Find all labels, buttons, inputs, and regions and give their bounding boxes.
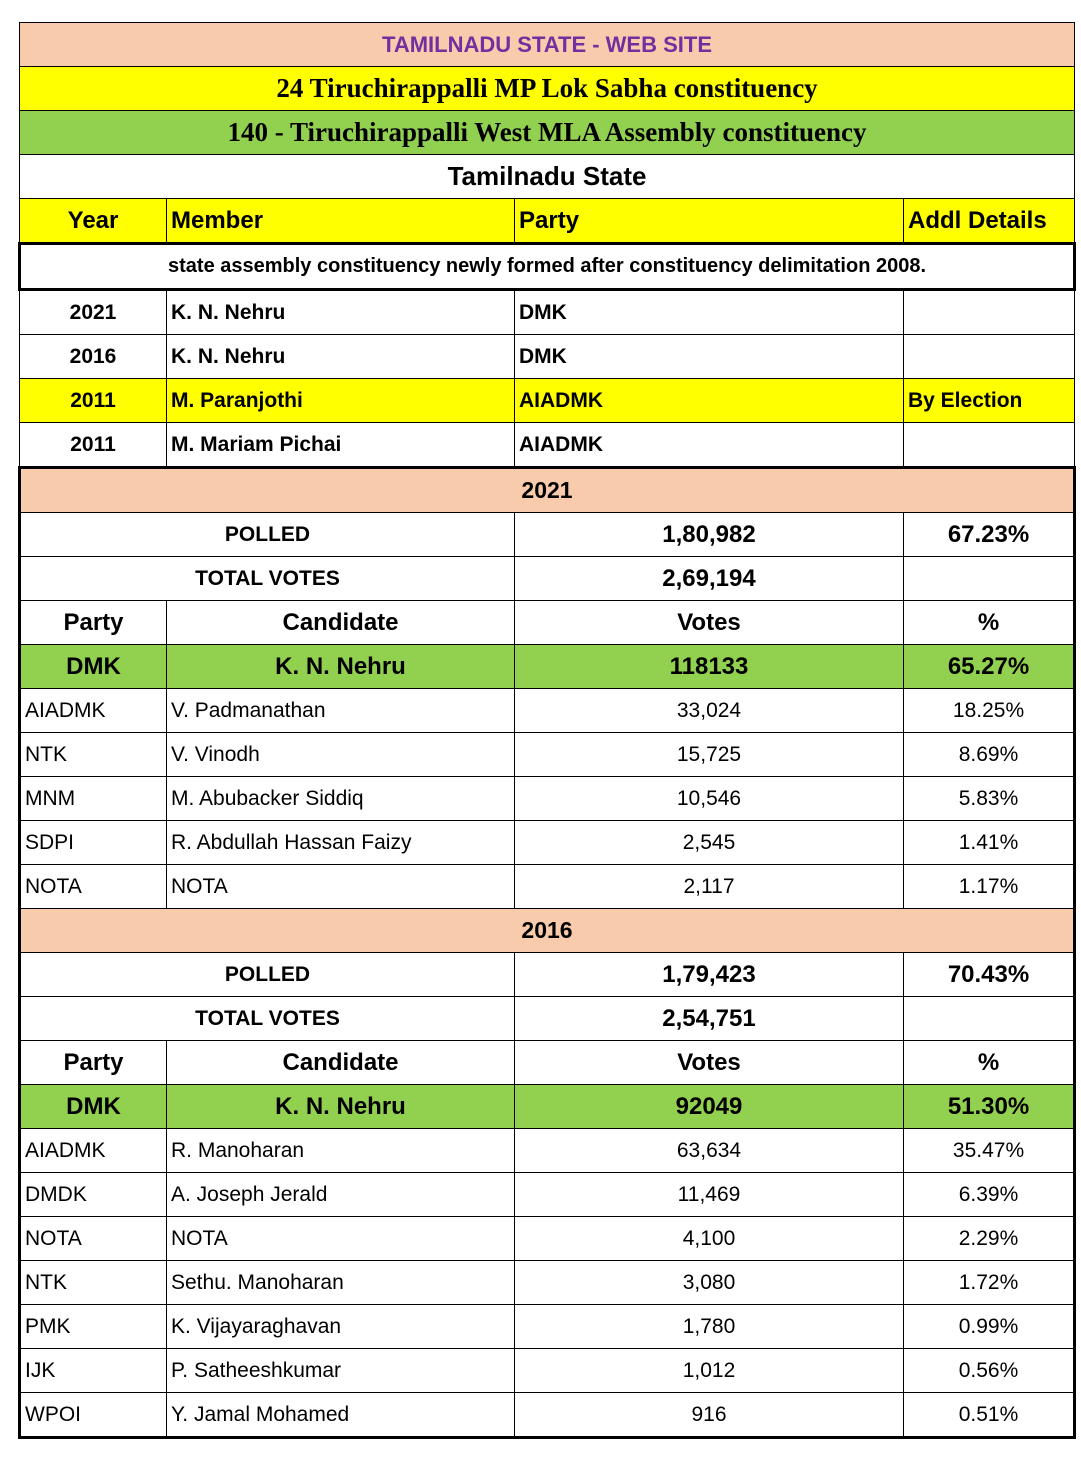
member-year: 2011 (20, 423, 167, 468)
winner-percent: 65.27% (904, 645, 1075, 689)
election-year-row (20, 468, 1075, 513)
state-title: Tamilnadu State (20, 155, 1075, 199)
result-candidate: A. Joseph Jerald (167, 1173, 515, 1217)
member-details (904, 290, 1075, 335)
result-party: DMDK (20, 1173, 167, 1217)
result-candidate: R. Manoharan (167, 1129, 515, 1173)
winner-party: DMK (20, 1085, 167, 1129)
column-header-votes: Votes (515, 1041, 904, 1085)
column-header-percent: % (904, 1041, 1075, 1085)
column-header-votes: Votes (515, 601, 904, 645)
result-party: WPOI (20, 1393, 167, 1438)
result-percent: 0.51% (904, 1393, 1075, 1438)
result-candidate: V. Padmanathan (167, 689, 515, 733)
member-year: 2011 (20, 379, 167, 423)
result-party: MNM (20, 777, 167, 821)
assembly-title: 140 - Tiruchirappalli West MLA Assembly constituency (20, 111, 1075, 155)
result-votes: 2,117 (515, 865, 904, 909)
result-votes: 63,634 (515, 1129, 904, 1173)
total-votes-blank (904, 557, 1075, 601)
member-party: DMK (515, 290, 904, 335)
result-candidate: Y. Jamal Mohamed (167, 1393, 515, 1438)
column-header-percent: % (904, 601, 1075, 645)
state-row (20, 155, 1075, 199)
result-row (20, 821, 1075, 865)
member-name: M. Paranjothi (167, 379, 515, 423)
polled-percent: 67.23% (904, 513, 1075, 557)
result-votes: 2,545 (515, 821, 904, 865)
total-votes: 2,69,194 (515, 557, 904, 601)
result-candidate: K. Vijayaraghavan (167, 1305, 515, 1349)
polled-row (20, 953, 1075, 997)
result-party: AIADMK (20, 689, 167, 733)
result-party: NOTA (20, 865, 167, 909)
member-row (20, 335, 1075, 379)
result-percent: 35.47% (904, 1129, 1075, 1173)
site-title: TAMILNADU STATE - WEB SITE (20, 23, 1075, 67)
member-name: K. N. Nehru (167, 290, 515, 335)
result-row (20, 689, 1075, 733)
total-votes-label: TOTAL VOTES (20, 997, 515, 1041)
result-percent: 18.25% (904, 689, 1075, 733)
winner-votes: 92049 (515, 1085, 904, 1129)
polled-votes: 1,79,423 (515, 953, 904, 997)
winner-percent: 51.30% (904, 1085, 1075, 1129)
delimitation-note: state assembly constituency newly formed after constituency delimitation 2008. (20, 244, 1075, 290)
winner-votes: 118133 (515, 645, 904, 689)
result-row (20, 777, 1075, 821)
results-header-row (20, 1041, 1075, 1085)
total-votes-row (20, 557, 1075, 601)
member-row (20, 290, 1075, 335)
member-party: AIADMK (515, 423, 904, 468)
result-percent: 1.41% (904, 821, 1075, 865)
result-row (20, 1261, 1075, 1305)
result-percent: 1.17% (904, 865, 1075, 909)
lok-sabha-title: 24 Tiruchirappalli MP Lok Sabha constituency (20, 67, 1075, 111)
polled-row (20, 513, 1075, 557)
result-votes: 15,725 (515, 733, 904, 777)
results-table (18, 22, 1076, 1439)
member-row (20, 379, 1075, 423)
delimitation-note-row (20, 244, 1075, 290)
result-votes: 1,780 (515, 1305, 904, 1349)
lok-sabha-row (20, 67, 1075, 111)
result-candidate: NOTA (167, 865, 515, 909)
winner-party: DMK (20, 645, 167, 689)
member-details (904, 335, 1075, 379)
result-party: SDPI (20, 821, 167, 865)
polled-label: POLLED (20, 953, 515, 997)
result-candidate: P. Satheeshkumar (167, 1349, 515, 1393)
result-percent: 0.56% (904, 1349, 1075, 1393)
total-votes-blank (904, 997, 1075, 1041)
result-votes: 4,100 (515, 1217, 904, 1261)
site-title-row (20, 23, 1075, 67)
member-name: K. N. Nehru (167, 335, 515, 379)
election-year: 2021 (20, 468, 1075, 513)
result-percent: 5.83% (904, 777, 1075, 821)
result-party: NTK (20, 1261, 167, 1305)
members-header-row (20, 199, 1075, 244)
result-party: IJK (20, 1349, 167, 1393)
member-year: 2016 (20, 335, 167, 379)
result-votes: 33,024 (515, 689, 904, 733)
column-header-party: Party (515, 199, 904, 244)
member-name: M. Mariam Pichai (167, 423, 515, 468)
result-candidate: NOTA (167, 1217, 515, 1261)
total-votes-label: TOTAL VOTES (20, 557, 515, 601)
polled-votes: 1,80,982 (515, 513, 904, 557)
result-row (20, 733, 1075, 777)
winner-candidate: K. N. Nehru (167, 1085, 515, 1129)
column-header-member: Member (167, 199, 515, 244)
election-year-row (20, 909, 1075, 953)
election-year: 2016 (20, 909, 1075, 953)
result-votes: 916 (515, 1393, 904, 1438)
result-candidate: M. Abubacker Siddiq (167, 777, 515, 821)
winner-row (20, 1085, 1075, 1129)
column-header-party: Party (20, 1041, 167, 1085)
polled-percent: 70.43% (904, 953, 1075, 997)
result-percent: 1.72% (904, 1261, 1075, 1305)
member-details: By Election (904, 379, 1075, 423)
result-party: NTK (20, 733, 167, 777)
winner-row (20, 645, 1075, 689)
column-header-addl-details: Addl Details (904, 199, 1075, 244)
total-votes: 2,54,751 (515, 997, 904, 1041)
result-row (20, 1129, 1075, 1173)
member-party: AIADMK (515, 379, 904, 423)
result-row (20, 1173, 1075, 1217)
result-candidate: R. Abdullah Hassan Faizy (167, 821, 515, 865)
result-percent: 2.29% (904, 1217, 1075, 1261)
assembly-row (20, 111, 1075, 155)
result-row (20, 1217, 1075, 1261)
result-party: NOTA (20, 1217, 167, 1261)
column-header-year: Year (20, 199, 167, 244)
winner-candidate: K. N. Nehru (167, 645, 515, 689)
result-votes: 10,546 (515, 777, 904, 821)
result-row (20, 1393, 1075, 1438)
result-percent: 8.69% (904, 733, 1075, 777)
result-party: AIADMK (20, 1129, 167, 1173)
result-percent: 0.99% (904, 1305, 1075, 1349)
result-party: PMK (20, 1305, 167, 1349)
total-votes-row (20, 997, 1075, 1041)
result-votes: 11,469 (515, 1173, 904, 1217)
constituency-sheet (18, 22, 1073, 1439)
result-candidate: V. Vinodh (167, 733, 515, 777)
result-row (20, 1349, 1075, 1393)
member-year: 2021 (20, 290, 167, 335)
column-header-party: Party (20, 601, 167, 645)
member-row (20, 423, 1075, 468)
column-header-candidate: Candidate (167, 601, 515, 645)
member-details (904, 423, 1075, 468)
polled-label: POLLED (20, 513, 515, 557)
results-header-row (20, 601, 1075, 645)
column-header-candidate: Candidate (167, 1041, 515, 1085)
result-row (20, 1305, 1075, 1349)
result-row (20, 865, 1075, 909)
result-candidate: Sethu. Manoharan (167, 1261, 515, 1305)
result-votes: 1,012 (515, 1349, 904, 1393)
result-votes: 3,080 (515, 1261, 904, 1305)
member-party: DMK (515, 335, 904, 379)
result-percent: 6.39% (904, 1173, 1075, 1217)
